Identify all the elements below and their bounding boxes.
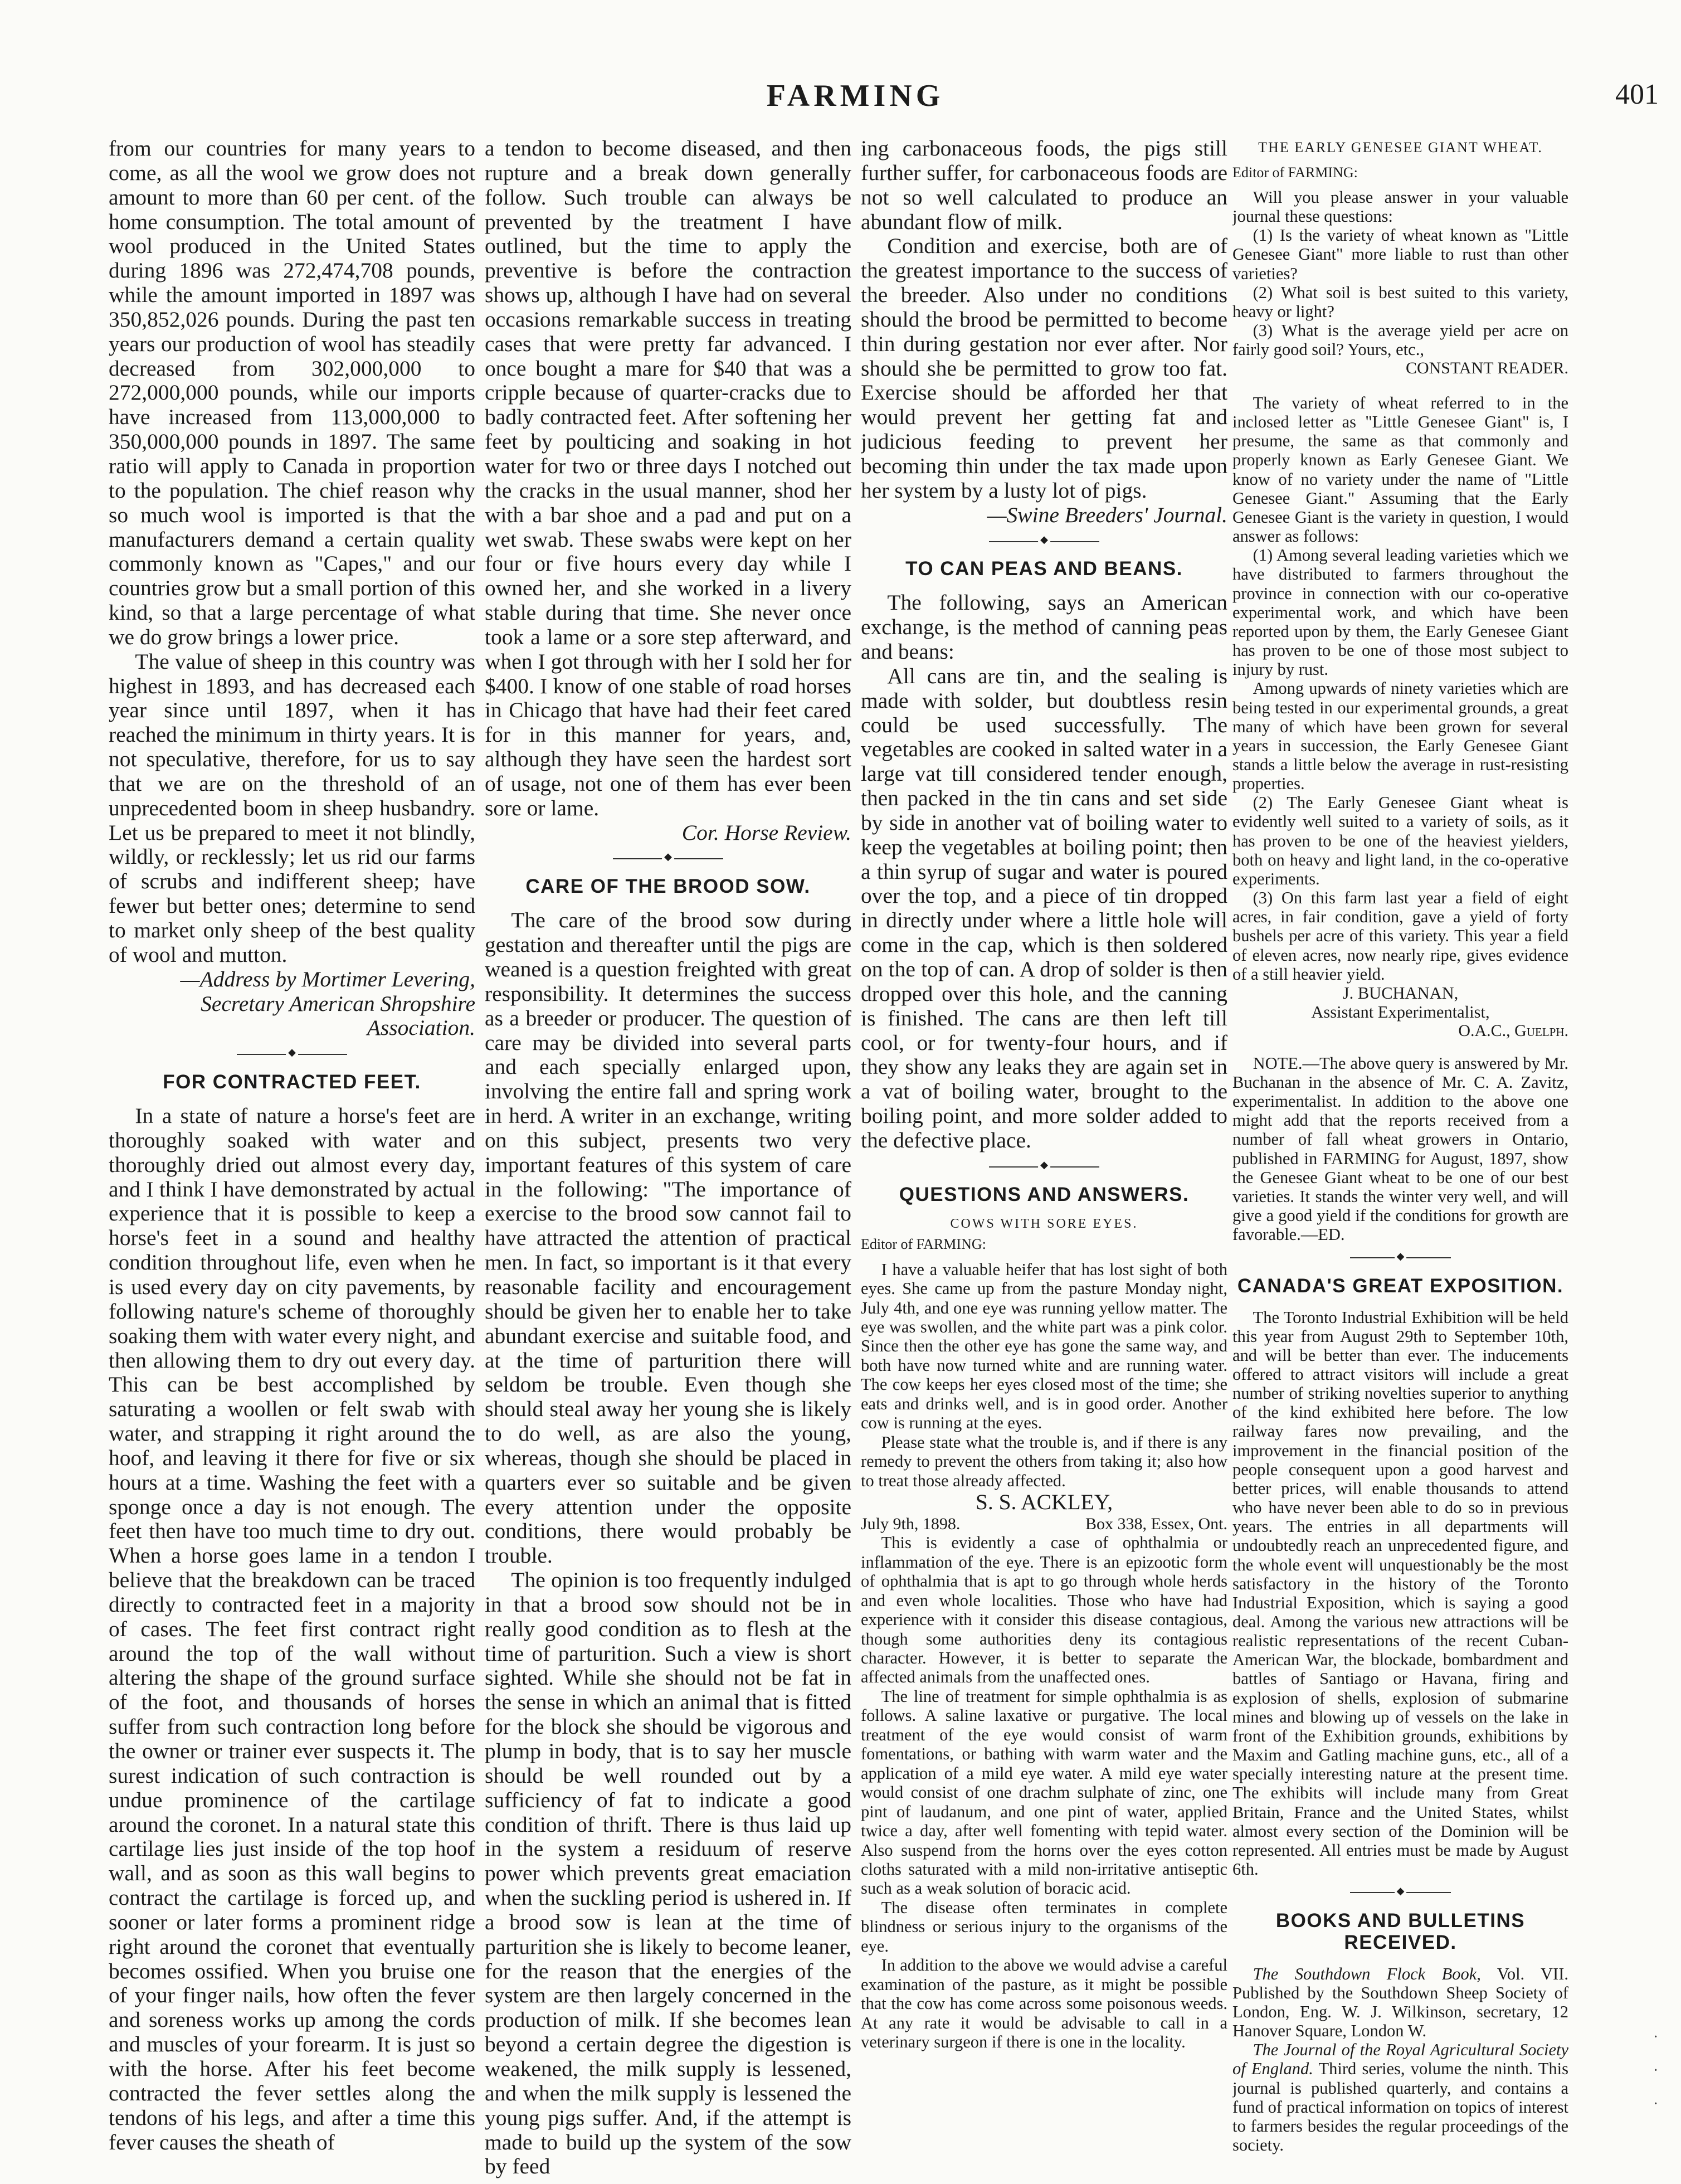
margin-speck: · xyxy=(1653,2062,1659,2079)
section-divider xyxy=(1232,1249,1568,1266)
can-peas-heading: TO CAN PEAS AND BEANS. xyxy=(905,558,1183,580)
book-entry xyxy=(1232,1964,1568,2041)
book-title: The Journal of the Royal Agricultural Society of England. xyxy=(1232,2040,1568,2079)
section-divider xyxy=(485,850,851,867)
column-1 xyxy=(109,137,475,2178)
section-divider xyxy=(861,1159,1227,1175)
buchanan-signature-title: Assistant Experimentalist, xyxy=(1311,1003,1490,1022)
wheat-answer-paragraph: Among upwards of ninety varieties which are being tested in our experimental grounds, a great many of which have been grown for several years in succession, the Early Genesee Giant stands a little below the average in rust-resisting properties. xyxy=(1232,679,1568,794)
answer-paragraph: The line of treatment for simple ophthalmia is as follows. A saline laxative or purgative. The local treatment of the eye would consist of warm fomentations, or bathing with warm water and the application of a mild eye water. A mild eye water would consist of one drachm sulphate of zinc, one pint of laudanum, and one pint of water, applied twice a day, after well fomenting with tepid water. Also suspend from the horns over the eyes cotton cloths saturated with a mild non-irritative antiseptic such as a weak solution of boracic acid. xyxy=(861,1686,1227,1898)
wheat-answer-paragraph: (1) Among several leading varieties which we have distributed to farmers throughout the province in connection with our co-operative experimental work, and which have been reported upon by them, the Early Genesee Giant has proven to be one of those most subject to injury by rust. xyxy=(1232,546,1568,679)
book-entry xyxy=(1232,2040,1568,2154)
genesee-wheat-heading: THE EARLY GENESEE GIANT WHEAT. xyxy=(1258,139,1543,156)
question-signature: S. S. ACKLEY, xyxy=(975,1490,1113,1515)
margin-speck: · xyxy=(1653,2029,1659,2046)
constant-reader-signature: CONSTANT READER. xyxy=(1405,359,1568,378)
section-divider xyxy=(109,1046,475,1063)
horse-review-attribution: Cor. Horse Review. xyxy=(681,820,851,845)
exposition-paragraph: The Toronto Industrial Exhibition will be held this year from August 29th to September 10th, and will be better than ever. The inducements offered to attract visitors will include a great number of striking novelties superior to anything of the kind exhibited here before. The low railway fares now prevailing, and the improvement in the financial position of the people consequent upon a good harvest and better prices, will enable thousands to attend who have never been able to do so in previous years. The entries in all departments will undoubtedly reach an unprecedented figure, and the whole event will unquestionably be the most satisfactory in the history of the Toronto Industrial Exposition, which is saying a good deal. Among the various new attractions will be realistic representations of the recent Cuban-American War, the blockade, bombardment and battles of Santiago or Havana, firing and explosion of shells, explosion of submarine mines and blowing up of vessels on the lake in front of the Exhibition grounds, exhibitions by Maxim and Gatling machine guns, etc., all of a specially interesting nature at the present time. The exhibits will include many from Great Britain, France and the United States, whilst almost every section of the Dominion will be represented. All entries must be made by August 6th. xyxy=(1232,1307,1568,1879)
column-2 xyxy=(485,137,851,2178)
article-continued-text: from our countries for many years to come, as all the wool we grow does not amount to more than 60 per cent. of the home consumption. The total amount of wool produced in the United States during 1896 was 272,474,708 pounds, while the amount imported in 1897 was 350,852,026 pounds. During the past ten years our production of wool has steadily decreased from 302,000,000 to 272,000,000 pounds, while our imports have increased from 113,000,000 to 350,000,000 pounds in 1897. The same ratio will apply to Canada in proportion to the population. The chief reason why so much wool is imported is that the manufacturers demand a certain quality commonly known as "Capes," and our countries grow but a small portion of this kind, so that a large percentage of what we do grow brings a lower price. xyxy=(109,137,475,649)
brood-sow-continued: ing carbonaceous foods, the pigs still further suffer, for carbonaceous foods are not so well calculated to produce an abundant flow of milk. xyxy=(861,137,1227,234)
editor-salutation: Editor of FARMING: xyxy=(1232,164,1358,181)
page-number: 401 xyxy=(1615,79,1659,110)
wool-article-attribution: —Address by Mortimer Levering, Secretary American Shropshire Association. xyxy=(180,966,475,1040)
wheat-answer-paragraph: (3) On this farm last year a field of eight acres, in fair condition, gave a yield of forty bushels per acre of this variety. This year a field of eleven acres, now nearly ripe, gives evidence of a still heavier yield. xyxy=(1232,888,1568,984)
book-details: Third series, volume the ninth. This journal is published quarterly, and contains a fund of practical information on topics of interest to farmers besides the regular proceedings of the society. xyxy=(1232,2059,1568,2154)
book-details: Vol. VII. Published by the Southdown Sheep Society of London, Eng. W. J. Wilkinson, secretary, 12 Hanover Square, London W. xyxy=(1232,1964,1568,2041)
brood-sow-heading: CARE OF THE BROOD SOW. xyxy=(525,875,811,898)
contracted-feet-continued: a tendon to become diseased, and then rupture and a break down generally follow. Such trouble can always be prevented by the treatment I have outlined, but the time to apply the preventive is before the contraction shows up, although I have had on several occasions remarkable success in treating cases that were pretty far advanced. I once bought a mare for $40 that was a cripple because of quarter-cracks due to badly contracted feet. After softening her feet by poulticing and soaking in hot water for two or three days I notched out the cracks in the usual manner, shod her with a bar shoe and a pad and put on a wet swab. These swabs were kept on her four or five hours every day while I owned her, and she worked in a livery stable during that time. She never once took a lame or a sore step afterward, and when I got through with her I sold her for $400. I know of one stable of road horses in Chicago that have had their feet cared for in this manner for years, and, although they have seen the hardest sort of usage, not one of them has ever been sore or lame. xyxy=(485,137,851,820)
wool-article-paragraph: The value of sheep in this country was highest in 1893, and has decreased each year since until 1897, when it has reached the minimum in thirty years. It is not speculative, therefore, for us to say that we are on the threshold of an unprecedented boom in sheep husbandry. Let us be prepared to meet it not blindly, wildly, or recklessly; let us rid our farms of scrubs and indifferent sheep; have fewer but better ones; determine to send to market only sheep of the best quality of wool and mutton. xyxy=(109,649,475,967)
wheat-question-line: Will you please answer in your valuable journal these questions: xyxy=(1232,188,1568,226)
section-divider xyxy=(861,533,1227,550)
contracted-feet-heading: FOR CONTRACTED FEET. xyxy=(163,1071,421,1093)
question-address: Box 338, Essex, Ont. xyxy=(1085,1514,1227,1533)
brood-sow-paragraph: Condition and exercise, both are of the greatest importance to the success of the breeder. Also under no conditions should the brood be permitted to become thin during gestation nor ever after. Nor should she be permitted to grow too fat. Exercise should be afforded her that would prevent her getting fat and judicious feeding to prevent her becoming thin under the tax made upon her system by a lusty lot of pigs. xyxy=(861,234,1227,503)
editor-note: NOTE.—The above query is answered by Mr. Buchanan in the absence of Mr. C. A. Zavitz, experimentalist. In addition to the above one might add that the reports received from a number of fall wheat growers in Ontario, published in FARMING for August, 1897, show the Genesee Giant wheat to be one of our best varieties. It stands the winter very well, and will give a good yield if the conditions for growth are favorable.—ED. xyxy=(1232,1053,1568,1244)
question-paragraph: I have a valuable heifer that has lost sight of both eyes. She came up from the pasture Monday night, July 4th, and one eye was running yellow matter. The eye was swollen, and the white part was a pink color. Since then the other eye has gone the same way, and both have now turned white and are running water. The cow keeps her eyes closed most of the time; she eats and drinks well, and is in good order. Another cow is running at the eyes. xyxy=(861,1259,1227,1433)
book-title: The Southdown Flock Book, xyxy=(1253,1964,1481,1983)
exposition-heading: CANADA'S GREAT EXPOSITION. xyxy=(1237,1275,1564,1297)
column-3 xyxy=(861,137,1227,2178)
question-date: July 9th, 1898. xyxy=(861,1514,961,1533)
question-paragraph: Please state what the trouble is, and if there is any remedy to prevent the others from taking it; also how to treat those already affected. xyxy=(861,1432,1227,1490)
answer-paragraph: In addition to the above we would advise a careful examination of the pasture, as it might be possible that the cow has come across some poisonous weeds. At any rate it would be advisable to call in a veterinary surgeon if there is one in the locality. xyxy=(861,1956,1227,2052)
wheat-answer-paragraph: (2) The Early Genesee Giant wheat is evidently well suited to a variety of soils, as it has proven to be one of the heaviest yielders, both on heavy and light land, in the co-operative experiments. xyxy=(1232,793,1568,888)
can-peas-paragraph: All cans are tin, and the sealing is made with solder, but doubtless resin could be used successfully. The vegetables are cooked in salted water in a large vat till considered tender enough, then packed in the tin cans and set side by side in another vat of boiling water to keep the vegetables at boiling point; then a thin syrup of sugar and water is poured over the top, and a piece of tin dropped in directly under where a little hole will come in the cap, which is then soldered on the top of can. A drop of solder is then dropped over this hole, and the canning is finished. The cans are then left till cool, or for twenty-four hours, and if they show any leaks they are again set in a vat of boiling water, brought to the boiling point, and more solder added to the defective place. xyxy=(861,663,1227,1152)
wheat-question-line: (2) What soil is best suited to this variety, heavy or light? xyxy=(1232,283,1568,321)
editor-salutation: Editor of FARMING: xyxy=(861,1236,986,1252)
buchanan-signature-place: O.A.C., Guelph. xyxy=(1458,1022,1568,1040)
answer-paragraph: The disease often terminates in complete blindness or serious injury to the organisms of the eye. xyxy=(861,1898,1227,1956)
wheat-question-line: (3) What is the average yield per acre on fairly good soil? Yours, etc., xyxy=(1232,321,1568,359)
buchanan-signature-name: J. BUCHANAN, xyxy=(1342,983,1459,1003)
brood-sow-paragraph: The opinion is too frequently indulged in that a brood sow should not be in really good condition as to flesh at the time of parturition. Such a view is short sighted. While she should not be fat in the sense in which an animal that is fitted for the block she should be vigorous and plump in body, that is to say her muscle should be well rounded out by a sufficiency of fat to indicate a good condition of thrift. There is thus laid up in the system a residuum of reserve power which prevents great emaciation when the suckling period is ushered in. If a brood sow is lean at the time of parturition she is likely to become leaner, for the reason that the energies of the system are then largely concerned in the production of milk. If she becomes lean beyond a certain degree the digestion is weakened, the milk supply is lessened, and when the milk supply is lessened the young pigs suffer. And, if the attempt is made to build up the system of the sow by feed xyxy=(485,1568,851,2178)
section-divider xyxy=(1232,1884,1568,1901)
wheat-answer-paragraph: The variety of wheat referred to in the inclosed letter as "Little Genesee Giant" is, I presume, the same as that commonly and properly known as Early Genesee Giant. We know of no variety under the name of "Little Genesee Giant." Assuming that the Early Genesee Giant is the variety in question, I would answer as follows: xyxy=(1232,393,1568,546)
answer-paragraph: This is evidently a case of ophthalmia or inflammation of the eye. There is an epizootic form of ophthalmia that is apt to go through whole herds and even whole localities. Those who have had experience with it consider this disease contagious, though some authorities deny its contagious character. However, it is better to separate the affected animals from the unaffected ones. xyxy=(861,1533,1227,1687)
can-peas-paragraph: The following, says an American exchange, is the method of canning peas and beans: xyxy=(861,590,1227,664)
brood-sow-paragraph: The care of the brood sow during gestation and thereafter until the pigs are weaned is a question freighted with great responsibility. It determines the success as a breeder or producer. The question of care may be divided into several parts and each specially enlarged upon, involving the entire fall and spring work in herd. A writer in an exchange, writing on this subject, presents two very important features of this system of care in the following: "The importance of exercise to the brood sow cannot fail to have attracted the attention of practical men. In fact, so important is it that every reasonable facility and encouragement should be given her to enable her to take abundant exercise and suitable food, and at the time of parturition there will seldom be trouble. Even though she should steal away her young she is likely to do well, as are also the young, whereas, though she should be placed in quarters ever so suitable and be given every attention under the opposite conditions, there would probably be trouble. xyxy=(485,908,851,1568)
books-bulletins-heading: BOOKS AND BULLETINS RECEIVED. xyxy=(1275,1909,1526,1954)
questions-answers-heading: QUESTIONS AND ANSWERS. xyxy=(899,1183,1190,1205)
contracted-feet-paragraph: In a state of nature a horse's feet are thoroughly soaked with water and thoroughly dried out almost every day, and I think I have demonstrated by actual experience that it is possible to keep a horse's feet in a sound and healthy condition throughout life, even when he is used every day on city pavements, by following nature's scheme of thoroughly soaking them with water every night, and then allowing them to dry out every day. This can be best accomplished by saturating a woollen or felt swab with water, and strapping it right around the hoof, and leaving it there for five or six hours at a time. Washing the feet with a sponge once a day is not enough. The feet then have too much time to dry out. When a horse goes lame in a tendon I believe that the breakdown can be traced directly to contracted feet in a majority of cases. The feet first contract right around the top of the wall without altering the shape of the ground surface of the foot, and thousands of horses suffer from such contraction long before the owner or trainer ever suspects it. The surest indication of such contraction is undue prominence of the cartilage around the coronet. In a natural state this cartilage lies just inside of the top hoof wall, and as soon as this wall begins to contract the cartilage is forced up, and sooner or later forms a prominent ridge right around the coronet that eventually becomes ossified. When you bruise one of your finger nails, how often the fever and soreness works up among the cords and muscles of your forearm. It is just so with the horse. After his feet become contracted the fever settles along the tendons of his legs, and after a time this fever causes the sheath of xyxy=(109,1103,475,2154)
sore-eyes-subheading: COWS WITH SORE EYES. xyxy=(950,1216,1138,1231)
margin-speck: · xyxy=(1653,2095,1659,2113)
column-4 xyxy=(1232,137,1568,2178)
swine-journal-attribution: —Swine Breeders' Journal. xyxy=(987,502,1227,527)
running-head: FARMING xyxy=(766,79,944,113)
question-dateline xyxy=(861,1515,1227,1533)
wheat-question-line: (1) Is the variety of wheat known as "Little Genesee Giant" more liable to rust than other varieties? xyxy=(1232,226,1568,283)
